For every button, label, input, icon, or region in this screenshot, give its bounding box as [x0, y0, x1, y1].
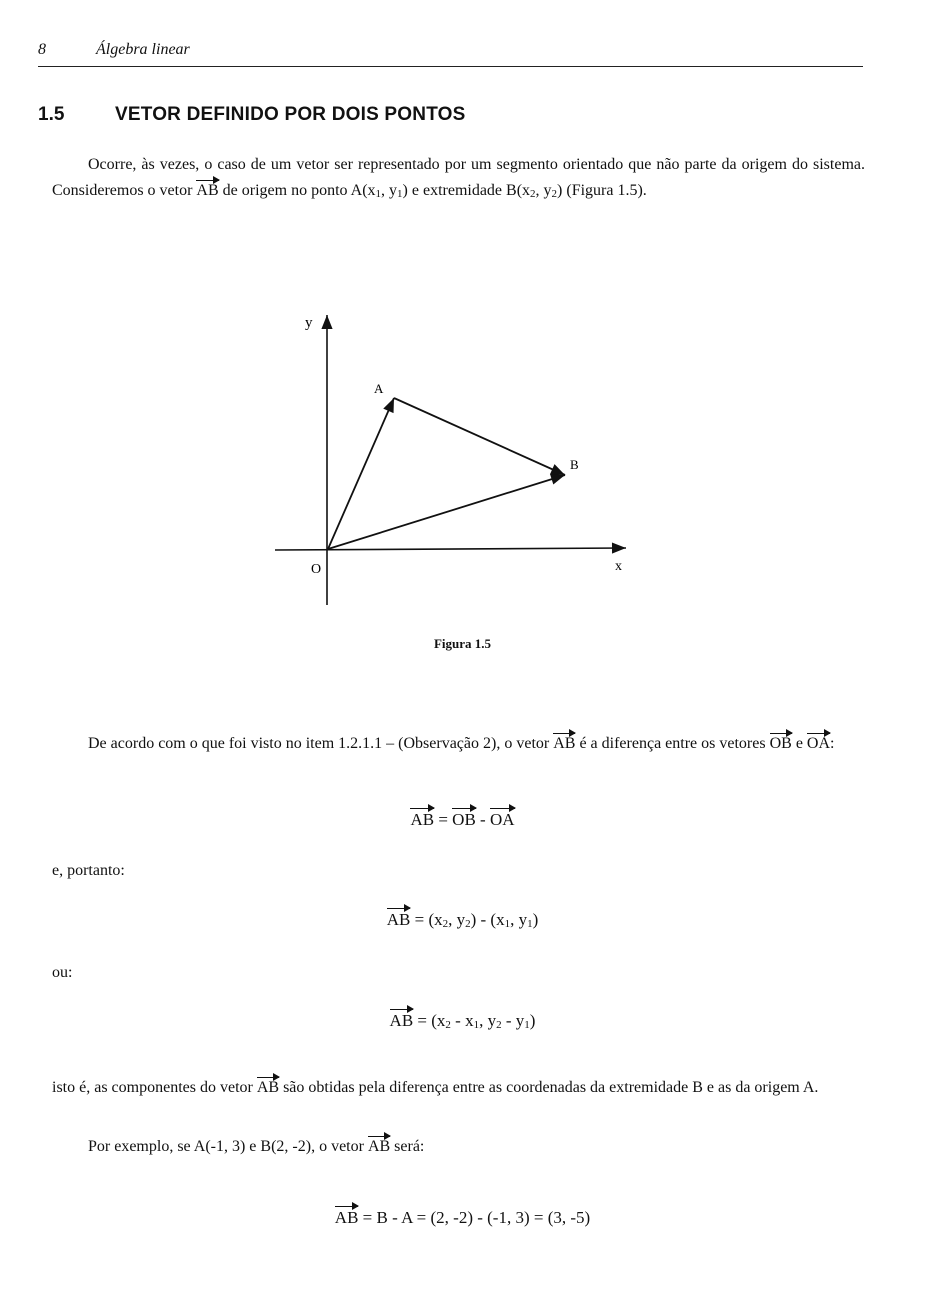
page-number: 8 — [38, 41, 46, 58]
vector-ob — [328, 475, 565, 549]
intro-paragraph: Ocorre, às vezes, o caso de um vetor ser representado por um segmento orientado que não parte da origem do sistema. Consideremos o vetor AB de origem no ponto $A(x_1$, $y_1$) e extremidade $B(x_2$, $y_2$) (Figura 1.5). — [52, 156, 865, 200]
point-b-label: B — [570, 457, 579, 472]
origin-label: O — [311, 562, 322, 577]
vector-ab-arrow — [394, 398, 565, 475]
equation-ab-ob-oa: AB = OB - OA — [410, 810, 515, 829]
paragraph-difference: De acordo com o que foi visto no item 1.2.1.1 – (Observação 2), o vetor AB é a diferença entre os vetores OB e OA: — [88, 735, 835, 752]
point-a-label: A — [374, 381, 384, 396]
equation-ab-coordinates: AB = ($x_2$, $y_2) - (x_1$, $y_1$) — [386, 910, 539, 930]
section-number: 1.5 — [38, 104, 65, 125]
vector-ab: AB — [256, 1079, 280, 1096]
vector-oa: OA — [806, 735, 831, 752]
header-rule — [38, 66, 863, 67]
section-title: VETOR DEFINIDO POR DOIS PONTOS — [115, 104, 466, 125]
paragraph-components: isto é, as componentes do vetor AB são obtidas pela diferença entre as coordenadas da extremidade B e as da origem A. — [52, 1079, 819, 1096]
text-ou: ou: — [52, 964, 73, 981]
y-axis-label: y — [305, 315, 313, 331]
equation-ab-components: AB = ($x_2 - x_1$, $y_2 - y_1$) — [389, 1011, 536, 1031]
figure-caption: Figura 1.5 — [433, 636, 492, 651]
vector-ob: OB — [769, 735, 792, 752]
text-portanto: e, portanto: — [52, 862, 125, 879]
paragraph-example: Por exemplo, se A(-1, 3) e B(2, -2), o vetor AB será: — [88, 1138, 425, 1155]
equation-example-result: AB = B - A = (2, -2) - (-1, 3) = (3, -5) — [334, 1208, 591, 1227]
vector-oa — [328, 398, 394, 549]
x-axis-label: x — [615, 559, 622, 574]
vector-ab: AB — [367, 1138, 391, 1155]
figure-vector-diagram — [270, 305, 640, 615]
book-title: Álgebra linear — [96, 41, 190, 58]
vector-ab: AB — [196, 182, 219, 199]
vector-ab: AB — [553, 735, 576, 752]
